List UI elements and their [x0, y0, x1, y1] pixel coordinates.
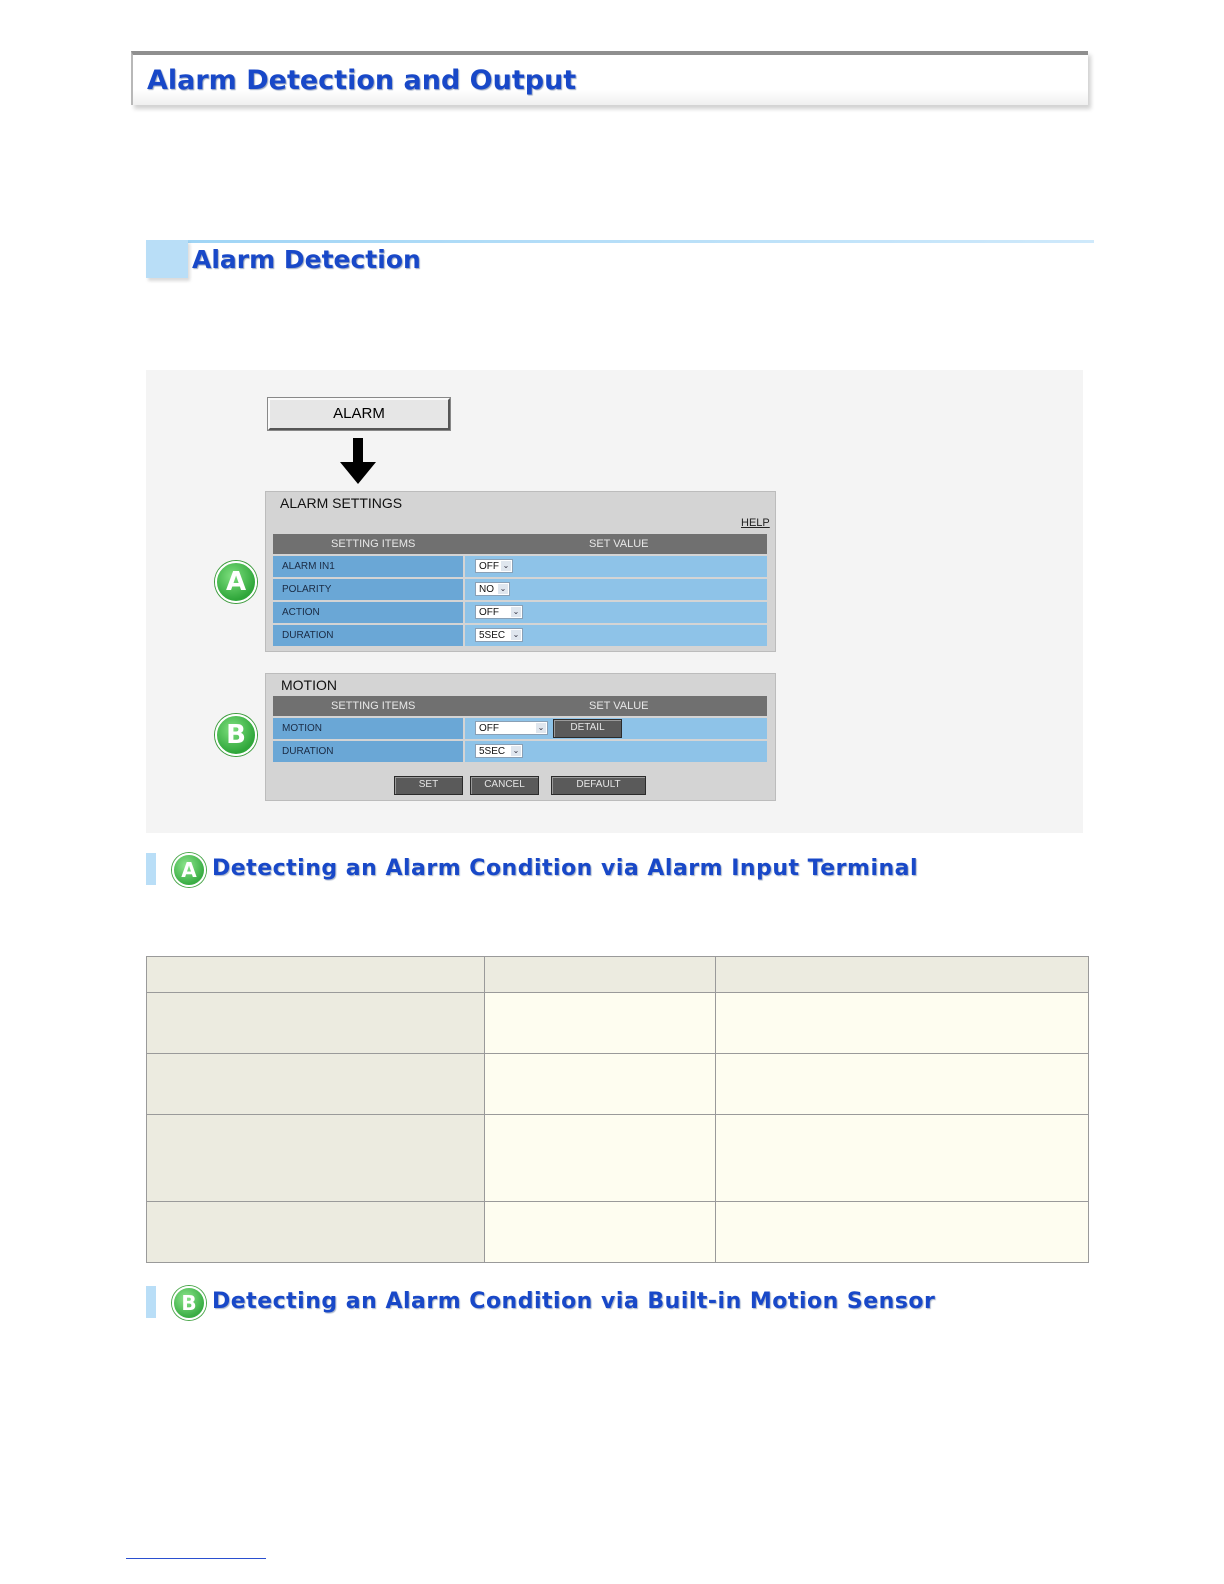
subsection-bar [146, 853, 156, 885]
row-label: ACTION [273, 602, 463, 623]
row-label: DURATION [273, 625, 463, 646]
col-setting-items: SETTING ITEMS [331, 700, 416, 712]
select-value: 5SEC [479, 630, 506, 641]
row-label: POLARITY [273, 579, 463, 600]
badge-a-icon: A [215, 561, 257, 603]
section-title: Alarm Detection [192, 245, 421, 274]
alarm-button[interactable]: ALARM [268, 398, 450, 430]
chevron-down-icon: ⌄ [537, 723, 545, 732]
chevron-down-icon: ⌄ [512, 607, 520, 616]
row-value [465, 625, 767, 646]
row-value [465, 741, 767, 762]
row-action [273, 602, 767, 623]
subsection-b-header [146, 1286, 936, 1320]
detail-button[interactable]: DETAIL [553, 719, 622, 738]
chevron-down-icon: ⌄ [512, 746, 520, 755]
row-value [465, 556, 767, 577]
set-button[interactable]: SET [394, 776, 463, 795]
table-cell [716, 1054, 1089, 1115]
table-cell [716, 1202, 1089, 1263]
table-cell [147, 1202, 485, 1263]
badge-b-icon: B [215, 714, 257, 756]
table-cell [485, 1115, 716, 1202]
table-row [147, 1202, 1089, 1263]
section-header-block [146, 240, 188, 278]
default-button[interactable]: DEFAULT [551, 776, 646, 795]
table-row [147, 993, 1089, 1054]
footer-rule [126, 1558, 266, 1559]
table-cell [716, 993, 1089, 1054]
chevron-down-icon: ⌄ [502, 561, 510, 570]
page-title: Alarm Detection and Output [147, 65, 577, 96]
row-duration [273, 625, 767, 646]
table-cell [147, 993, 485, 1054]
motion-duration-select[interactable] [475, 744, 523, 758]
row-polarity [273, 579, 767, 600]
col-set-value: SET VALUE [589, 700, 649, 712]
motion-select[interactable] [475, 721, 548, 735]
subsection-a-title: Detecting an Alarm Condition via Alarm Input Terminal [212, 856, 919, 881]
table-header-cell [147, 957, 485, 993]
table-cell [147, 1115, 485, 1202]
row-value [465, 718, 767, 739]
row-motion [273, 718, 767, 739]
alarm-in1-select[interactable] [475, 559, 513, 573]
badge-b-small-icon: B [172, 1286, 206, 1320]
row-label: DURATION [273, 741, 463, 762]
duration-select[interactable] [475, 628, 523, 642]
chevron-down-icon: ⌄ [499, 584, 507, 593]
cancel-button[interactable]: CANCEL [470, 776, 539, 795]
table-row [147, 1054, 1089, 1115]
motion-header [273, 696, 767, 716]
down-arrow-icon [340, 438, 376, 484]
select-value: 5SEC [479, 746, 506, 757]
subsection-bar [146, 1286, 156, 1318]
polarity-select[interactable] [475, 582, 510, 596]
select-value: OFF [479, 723, 499, 734]
subsection-b-title: Detecting an Alarm Condition via Built-in Motion Sensor [212, 1289, 936, 1314]
table-cell [485, 1202, 716, 1263]
action-select[interactable] [475, 605, 523, 619]
table-header-row [147, 957, 1089, 993]
badge-a-small-icon: A [172, 853, 206, 887]
row-value [465, 602, 767, 623]
table-cell [485, 993, 716, 1054]
row-label: MOTION [273, 718, 463, 739]
subsection-a-header [146, 853, 919, 887]
table-row [147, 1115, 1089, 1202]
select-value: OFF [479, 561, 499, 572]
section-header [146, 240, 1094, 280]
alarm-settings-header [273, 534, 767, 554]
select-value: OFF [479, 607, 499, 618]
alarm-settings-title: ALARM SETTINGS [280, 495, 403, 511]
col-set-value: SET VALUE [589, 538, 649, 550]
table-cell [147, 1054, 485, 1115]
motion-panel [265, 673, 776, 801]
row-label: ALARM IN1 [273, 556, 463, 577]
motion-title: MOTION [281, 677, 337, 693]
chevron-down-icon: ⌄ [512, 630, 520, 639]
row-motion-duration [273, 741, 767, 762]
table-header-cell [485, 957, 716, 993]
help-link[interactable]: HELP [741, 517, 770, 529]
section-header-line [146, 240, 1094, 243]
table-cell [716, 1115, 1089, 1202]
page-title-banner [131, 51, 1088, 105]
alarm-settings-panel [265, 491, 776, 652]
settings-table [146, 956, 1089, 1263]
row-alarm-in1 [273, 556, 767, 577]
table-cell [485, 1054, 716, 1115]
row-value [465, 579, 767, 600]
select-value: NO [479, 584, 494, 595]
table-header-cell [716, 957, 1089, 993]
col-setting-items: SETTING ITEMS [331, 538, 416, 550]
